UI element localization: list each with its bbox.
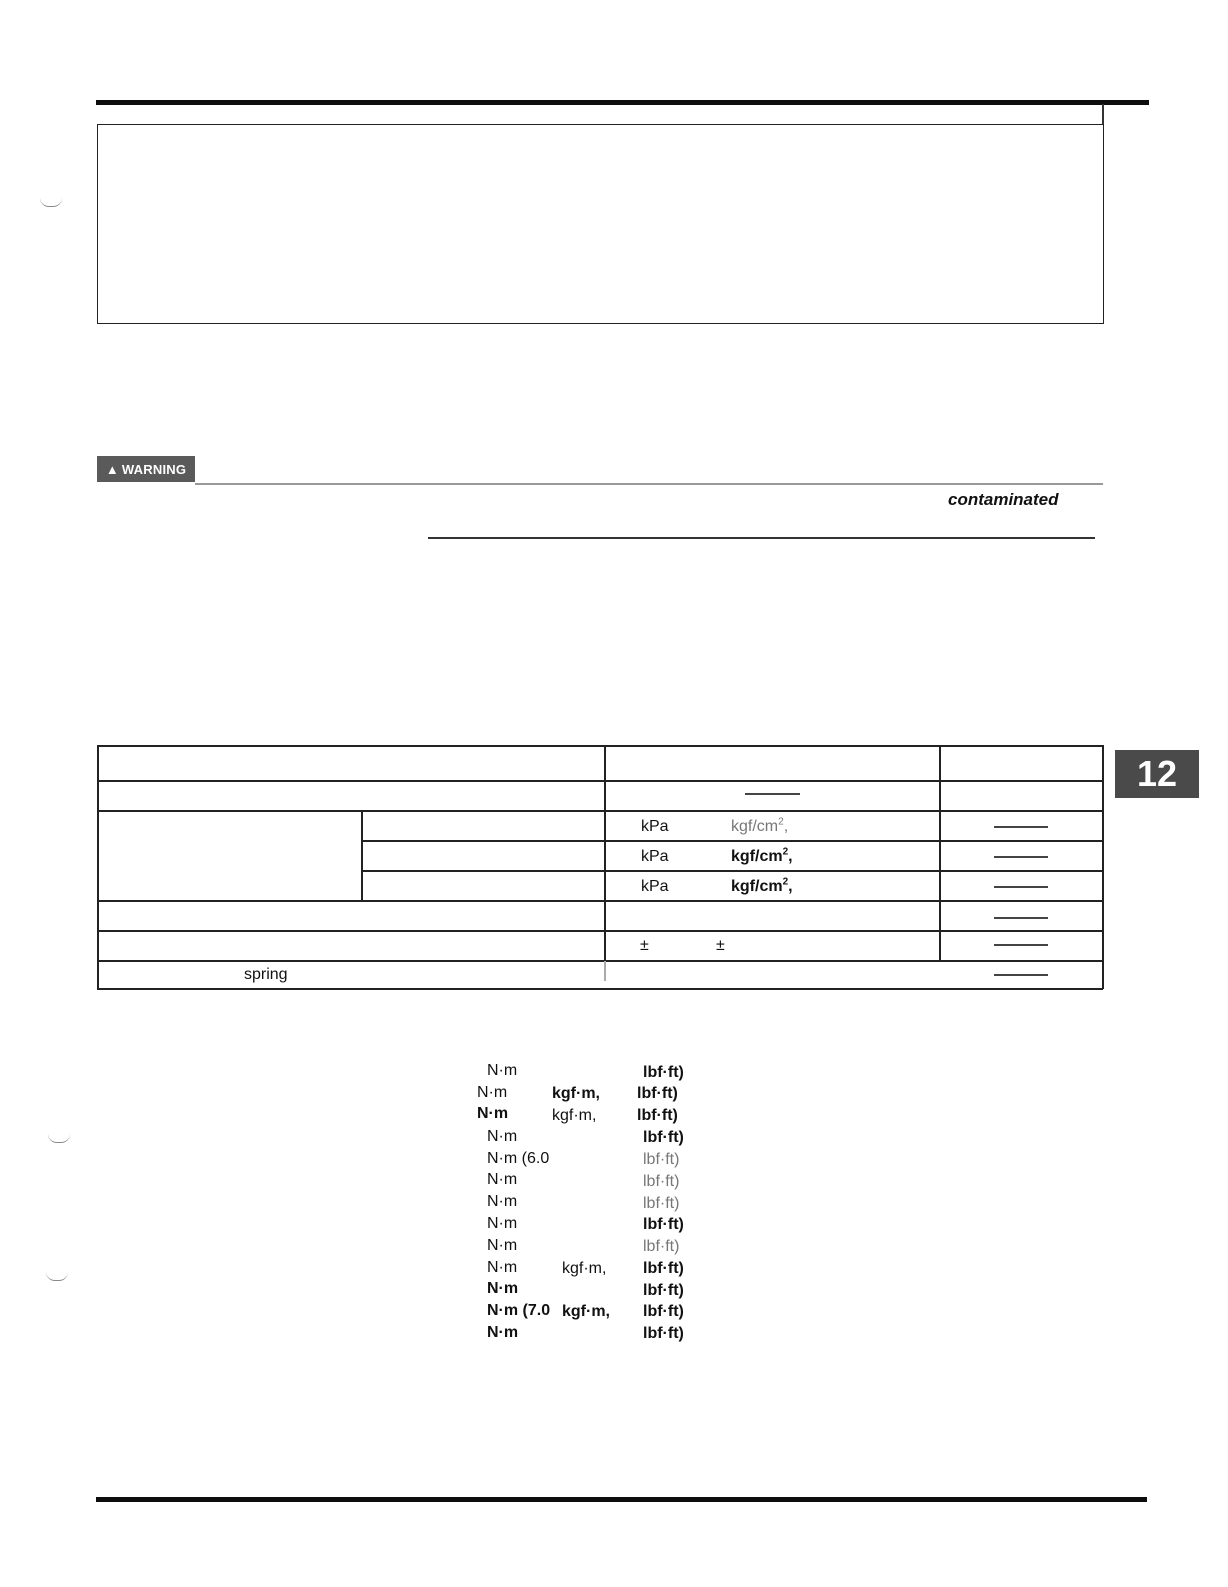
table-rule xyxy=(97,745,99,989)
warning-label: WARNING xyxy=(121,461,187,477)
table-rule xyxy=(1102,745,1104,989)
torque-lbf: lbf·ft) xyxy=(643,1238,680,1255)
unit-kgf: kgf/cm xyxy=(731,848,783,865)
torque-kgf: kgf·m, xyxy=(562,1260,607,1277)
torque-nm: N·m xyxy=(487,1280,519,1297)
footer-rule xyxy=(96,1497,1147,1502)
margin-mark xyxy=(48,1134,70,1143)
warning-emphasis-word: contaminated xyxy=(948,490,1059,509)
unit-kgf: kgf/cm xyxy=(731,818,779,835)
table-rule xyxy=(361,810,363,900)
torque-lbf: lbf·ft) xyxy=(643,1173,680,1190)
empty-value-dash xyxy=(994,944,1048,946)
unit-kpa: kPa xyxy=(641,818,669,835)
unit-comma: , xyxy=(788,878,793,895)
unit-exponent: 2 xyxy=(782,846,789,858)
warning-badge xyxy=(97,456,195,482)
torque-lbf: lbf·ft) xyxy=(643,1195,680,1212)
torque-lbf: lbf·ft) xyxy=(637,1085,678,1102)
table-rule xyxy=(362,870,1103,872)
unit-comma: , xyxy=(783,818,789,835)
torque-nm: N·m (6.0 xyxy=(487,1150,550,1167)
table-rule xyxy=(97,900,1103,902)
spring-label: spring xyxy=(244,966,288,983)
unit-exponent: 2 xyxy=(778,816,784,828)
torque-nm: N·m xyxy=(487,1171,518,1188)
unit-kpa: kPa xyxy=(641,848,669,865)
empty-value-dash xyxy=(994,886,1048,888)
torque-nm: N·m xyxy=(477,1105,509,1122)
torque-nm: N·m xyxy=(487,1324,519,1341)
unit-comma: , xyxy=(788,848,793,865)
table-rule xyxy=(97,745,1103,747)
torque-nm: N·m xyxy=(487,1237,518,1254)
empty-value-dash xyxy=(994,826,1048,828)
torque-lbf: lbf·ft) xyxy=(643,1151,680,1168)
unit-kpa: kPa xyxy=(641,878,669,895)
warning-divider xyxy=(195,483,1103,485)
section-tab: 12 xyxy=(1115,750,1199,798)
empty-value-dash xyxy=(994,856,1048,858)
unit-kgf: kgf/cm xyxy=(731,878,783,895)
table-rule xyxy=(97,930,1103,932)
torque-kgf: kgf·m, xyxy=(552,1107,597,1124)
torque-kgf: kgf·m, xyxy=(562,1303,610,1320)
unit-exponent: 2 xyxy=(782,876,789,888)
plus-minus-sign: ± xyxy=(716,937,725,954)
torque-nm: N·m xyxy=(477,1084,508,1101)
torque-lbf: lbf·ft) xyxy=(643,1216,684,1233)
torque-kgf: kgf·m, xyxy=(552,1085,600,1102)
torque-nm: N·m xyxy=(487,1215,518,1232)
margin-mark xyxy=(46,1272,68,1281)
table-rule xyxy=(604,745,606,961)
table-rule xyxy=(97,810,1103,812)
table-rule xyxy=(97,780,1103,782)
torque-lbf: lbf·ft) xyxy=(643,1282,684,1299)
torque-nm: N·m xyxy=(487,1259,518,1276)
table-rule xyxy=(939,745,941,961)
table-rule xyxy=(97,960,1103,962)
torque-lbf: lbf·ft) xyxy=(643,1325,684,1342)
notice-box xyxy=(97,124,1104,324)
notice-box-tick xyxy=(1102,104,1104,124)
header-rule xyxy=(96,100,1149,105)
warning-underline xyxy=(428,537,1095,539)
margin-mark xyxy=(40,198,62,207)
plus-minus-sign: ± xyxy=(640,937,649,954)
table-rule xyxy=(604,961,606,981)
empty-value-dash xyxy=(994,974,1048,976)
torque-lbf: lbf·ft) xyxy=(643,1303,684,1320)
torque-nm: N·m (7.0 xyxy=(487,1302,551,1319)
warning-triangle-icon: ▲ xyxy=(105,461,119,477)
torque-lbf: lbf·ft) xyxy=(643,1064,684,1081)
table-rule xyxy=(362,840,1103,842)
torque-lbf: lbf·ft) xyxy=(637,1107,678,1124)
torque-nm: N·m xyxy=(487,1193,518,1210)
torque-nm: N·m xyxy=(487,1062,518,1079)
torque-lbf: lbf·ft) xyxy=(643,1129,684,1146)
empty-value-dash xyxy=(994,917,1048,919)
torque-nm: N·m xyxy=(487,1128,518,1145)
torque-lbf: lbf·ft) xyxy=(643,1260,684,1277)
empty-value-dash xyxy=(745,793,800,795)
table-rule xyxy=(97,988,1103,990)
